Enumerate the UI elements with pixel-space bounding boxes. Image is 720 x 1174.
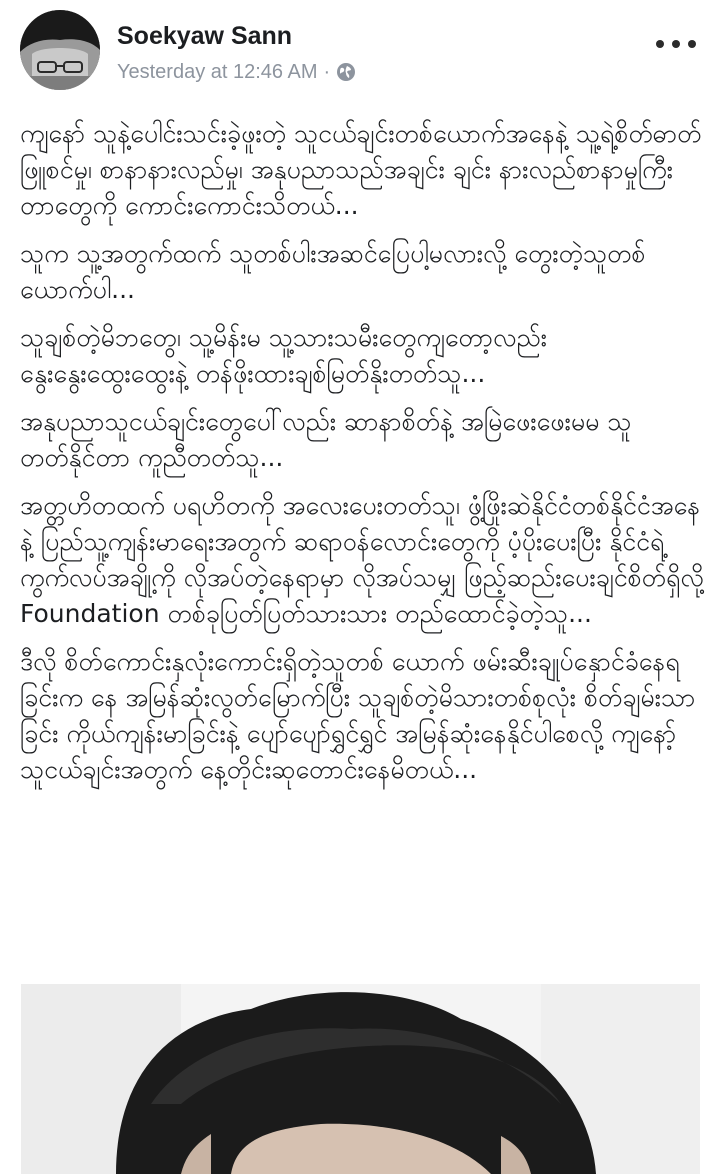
post-text — [20, 116, 706, 800]
post-header — [0, 0, 720, 100]
post-paragraph: အတ္တဟိတထက် ပရဟိတကို အလေးပေးတတ်သူ၊ ဖွံ့ဖြိုးဆဲနိုင်ငံတစ်နိုင်ငံအနေနဲ့ ပြည်သူ့ကျန်းမာရေးအတွက် ဆရာဝန်လောင်းတွေကို ပံ့ပိုးပေးပြီး နိုင်ငံရဲ့ ကွက်လပ်အချို့ကို လိုအပ်တဲ့နေရာမှာ လိုအပ်သမျှ ဖြည့်ဆည်းပေးချင်စိတ်ရှိလို့ Foundation တစ်ခုပြတ်ပြတ်သားသား တည်ထောင်ခဲ့တဲ့သူ... — [20, 491, 704, 628]
globe-icon[interactable] — [336, 62, 356, 82]
post-timestamp[interactable]: Yesterday at 12:46 AM — [117, 60, 318, 83]
post-paragraph: အနုပညာသူငယ်ချင်းတွေပေါ်လည်း ဆာနာစိတ်နဲ့ အမြဲဖေးဖေးမမ သူတတ်နိုင်တာ ကူညီတတ်သူ... — [20, 407, 632, 472]
post-photo[interactable] — [21, 984, 700, 1174]
photo-image — [21, 984, 700, 1174]
avatar[interactable] — [20, 10, 100, 90]
more-dot — [672, 40, 680, 48]
more-dot — [688, 40, 696, 48]
meta-separator: · — [323, 60, 331, 83]
post-meta — [117, 59, 356, 85]
avatar-photo — [20, 10, 100, 90]
more-dot — [656, 40, 664, 48]
post-paragraph: ကျနော် သူနဲ့ပေါင်းသင်းခဲ့ဖူးတဲ့ သူငယ်ချင်းတစ်ယောက်အနေနဲ့ သူ့ရဲ့စိတ်ဓာတ်ဖြူစင်မှု၊ စာနာနားလည်မှု၊ အနုပညာသည်အချင်း ချင်း နားလည်စာနာမှုကြီးတာတွေကို ကောင်းကောင်းသိတယ်... — [20, 119, 702, 220]
post-paragraph: ဒီလို စိတ်ကောင်းနှလုံးကောင်းရှိတဲ့သူတစ် ယောက် ဖမ်းဆီးချုပ်နှောင်ခံနေရခြင်းက နေ အမြန်ဆုံးလွတ်မြောက်ပြီး သူချစ်တဲ့မိသားတစ်စုလုံး စိတ်ချမ်းသာခြင်း ကိုယ်ကျန်းမာခြင်းနဲ့ ပျော်ပျော်ရွှင်ရွှင် အမြန်ဆုံးနေနိုင်ပါစေလို့ ကျနော့်သူငယ်ချင်းအတွက် နေ့တိုင်းဆုတောင်းနေမိတယ်... — [20, 647, 696, 784]
author-name[interactable]: Soekyaw Sann — [117, 22, 293, 50]
post-paragraph: သူက သူ့အတွက်ထက် သူတစ်ပါးအဆင်ပြေပါ့မလားလို့ တွေးတဲ့သူတစ်ယောက်ပါ... — [20, 239, 646, 304]
more-options-icon[interactable] — [656, 32, 696, 56]
post-paragraph: သူချစ်တဲ့မိဘတွေ၊ သူ့မိန်းမ သူ့သားသမီးတွေကျတော့လည်း နွေးနွေးထွေးထွေးနဲ့ တန်ဖိုးထားချစ်မြတ်နိုးတတ်သူ... — [20, 323, 547, 388]
